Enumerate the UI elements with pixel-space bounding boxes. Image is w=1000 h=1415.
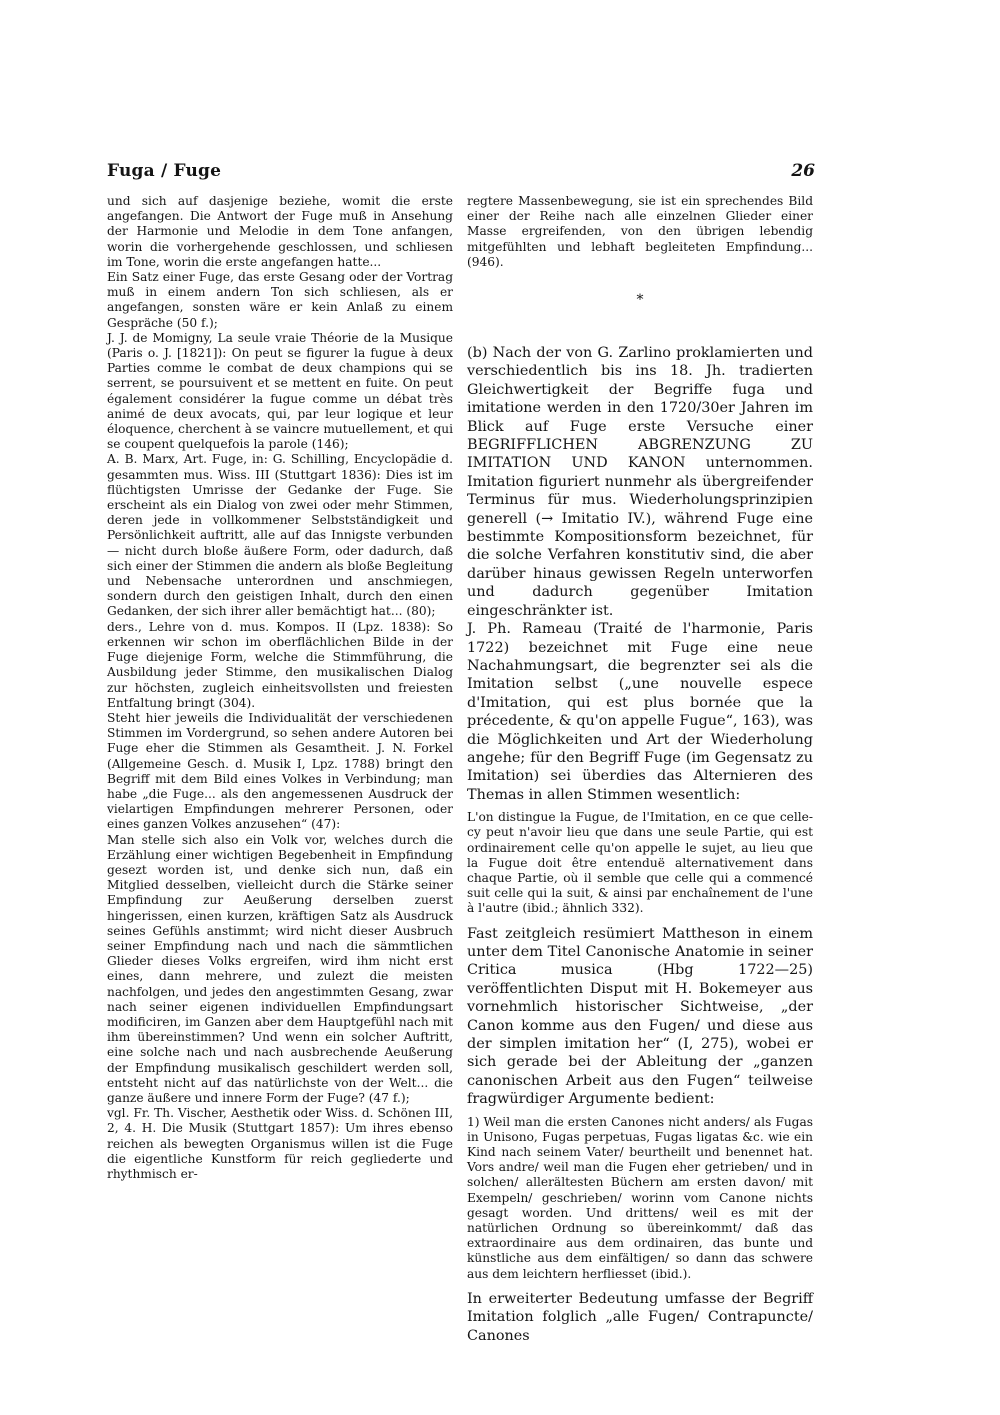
page-header — [107, 161, 815, 185]
citation-paragraph: ders., Lehre von d. mus. Kompos. II (Lpz. 1838): So erkennen wir schon im oberflächlichen Bilde in der Fuge diejenige Form, welche die Stimmführung, die Ausbildung jeder Stimme, den musikalischen Dialog zur höchsten, zugleich einheitsvollsten und freiesten Entfaltung bringt (304). — [107, 619, 453, 710]
quote-paragraph: 1) Weil man die ersten Canones nicht anders/ als Fugas in Unisono, Fugas perpetuas, Fugas ligatas &c. wie ein Kind nach seinem Vater/ beurtheilt und benennet hat. Vors andre/ weil man die Fugen eher getrieben/ und in solchen/ allerältesten Büchern am ersten davon/ mit Exempeln/ geschrieben/ worinn vom Canone nichts gesagt worden. Und drittens/ weil es mit der natürlichen Ordnung so übereinkommt/ daß das extraordinaire aus dem ordinairen, das bunte und künstliche aus dem einfältigen/ so dann das schwere aus dem leichtern herfliesset (ibid.). — [467, 1114, 813, 1281]
body-paragraph: Steht hier jeweils die Individualität der verschiedenen Stimmen im Vordergrund, so sehen andere Autoren bei Fuge eher die Stimmen als Gesamtheit. J. N. Forkel (Allgemeine Gesch. d. Musik I, Lpz. 1788) bringt den Begriff mit dem Bild eines Volkes in Verbindung; man habe „die Fuge... als den angemessenen Ausdruck der vielartigen Empfindungen mehrerer Personen, oder eines ganzen Volkes anzusehen“ (47): — [107, 710, 453, 832]
left-column — [107, 194, 453, 1182]
body-paragraph: (b) Nach der von G. Zarlino proklamierten und verschiedentlich bis ins 18. Jh. tradierten Gleichwertigkeit der Begriffe fuga und imitatione werden in den 1720/30er Jahren im Blick auf Fuge erste Versuche einer BEGRIFFLICHEN ABGRENZUNG ZU IMITATION UND KANON unternommen. Imitation figuriert nunmehr als übergreifender Terminus für mus. Wiederholungsprinzipien generell (→ Imitatio IV.), während Fuge eine bestimmte Kompositionsform bezeichnet, für die solche Verfahren konstitutiv sind, die aber darüber hinaus gewissen Regeln unterworfen und dadurch gegenüber Imitation eingeschränkter ist. — [467, 345, 813, 619]
body-paragraph: J. Ph. Rameau (Traité de l'harmonie, Paris 1722) bezeichnet mit Fuge eine neue Nachahmungsart, die begrenzter sei als die Imitation selbst („une nouvelle espece d'Imitation, qui est plus bornée que la précedente, & qu'on appelle Fugue“, 163), was die Möglichkeiten und Art der Wiederholung angehe; für den Begriff Fuge (im Gegensatz zu Imitation) sei überdies das Alternieren des Themas in allen Stimmen wesentlich: — [467, 621, 813, 803]
citation-paragraph: J. J. de Momigny, La seule vraie Théorie de la Musique (Paris o. J. [1821]): On peut se figurer la fugue à deux Parties comme le combat de deux champions qui se serrent, se poursuivent et se mettent en fuite. On peut également considérer la fugue comme un débat très animé de deux avocats, qui, par leur logique et leur éloquence, cherchent à se vaincre mutuellement, et qui se coupent quelquefois la parole (146); — [107, 330, 453, 452]
citation-paragraph: Ein Satz einer Fuge, das erste Gesang oder der Vortrag muß in einem andern Ton sich schliesen, als er angefangen, sonsten wäre er kein Anlaß zu einem Gespräche (50 f.); — [107, 270, 453, 330]
body-paragraph: Fast zeitgleich resümiert Mattheson in einem unter dem Titel Canonische Anatomie in seiner Critica musica (Hbg 1722—25) veröffentlichten Disput mit H. Bokemeyer aus vornehmlich historischer Sichtweise, „der Canon komme aus den Fugen/ und diese aus der simplen imitation her“ (I, 275), wobei er sich gerade bei der Ableitung der „ganzen canonischen Arbeit aus den Fugen“ teilweise fragwürdiger Argumente bedient: — [467, 925, 813, 1108]
citation-paragraph: regtere Massenbewegung, sie ist ein sprechendes Bild einer der Reihe nach alle einzelnen Glieder einer Masse ergreifenden, von den übrigen lebendig mitgefühlten und lebhaft begleiteten Empfindung... (946). — [467, 194, 813, 269]
right-column — [467, 194, 813, 1345]
quote-paragraph: Man stelle sich also ein Volk vor, welches durch die Erzählung einer wichtigen Begebenheit in Empfindung gesezt worden ist, und denke sich nun, daß ein Mitglied desselben, vielleicht durch die Stärke seiner Empfindung zur Aeußerung derselben zuerst hingerissen, einen kurzen, kräftigen Satz als Ausdruck seines Gefühls anstimmt; wird nicht dieser Ausbruch seiner Empfindung nach und nach die sämmtlichen Glieder dieses Volks ergreifen, wird ihm nicht erst eines, dann mehrere, und zulezt die meisten nachfolgen, und jedes den angestimmten Gesang, zwar nach seiner eigenen individuellen Empfindungsart modificiren, im Ganzen aber dem Hauptgefühl nach mit ihm übereinstimmen? Und wenn ein solcher Auftritt, eine solche nach und nach ausbrechende Aeußerung der Empfindung musikalisch geschildert werden soll, entsteht nicht auf das natürlichste von der Welt... die ganze äußere und innere Form der Fuge? (47 f.); — [107, 832, 453, 1105]
body-paragraph: In erweiterter Bedeutung umfasse der Begriff Imitation folglich „alle Fugen/ Contrapuncte/ Canones — [467, 1290, 813, 1344]
running-title: Fuga / Fuge — [107, 161, 222, 181]
citation-paragraph: A. B. Marx, Art. Fuge, in: G. Schilling, Encyclopädie d. gesammten mus. Wiss. III (Stuttgart 1836): Dies ist im flüchtigsten Umrisse der Gedanke der Fuge. Sie erscheint als ein Dialog von zwei oder mehr Stimmen, deren jede in vollkommener Selbstständigkeit und Persönlichkeit auftritt, alle auf das Innigste verbunden — nicht durch bloße äußere Form, oder dadurch, daß sich einer der Stimmen die andern als bloße Begleitung und Nebensache unterordnen und anschmiegen, sondern durch den geistigen Inhalt, durch den einen Gedanken, der sich ihrer aller bemächtigt hat... (80); — [107, 452, 453, 619]
citation-paragraph: vgl. Fr. Th. Vischer, Aesthetik oder Wiss. d. Schönen III, 2, 4. H. Die Musik (Stuttgart 1857): Um ihres ebenso reichen als bewegten Organismus willen ist die Fuge die eigentliche Kunstform für reich gegliederte und rhythmisch er- — [107, 1106, 453, 1181]
citation-paragraph: und sich auf dasjenige beziehe, womit die erste angefangen. Die Antwort der Fuge muß in Ansehung der Harmonie und Melodie in dem Tone anfangen, worin die vorhergehende geschlossen, und schliesen im Tone, worin die erste angefangen hatte... — [107, 194, 453, 269]
page-number: 26 — [791, 161, 815, 181]
section-separator: * — [636, 292, 644, 309]
quote-paragraph: L'on distingue la Fugue, de l'Imitation, en ce que celle-cy peut n'avoir lieu que dans une seule Partie, qui est ordinairement celle qu'on appelle le sujet, au lieu que la Fugue doit être entenduë alternativement dans chaque Partie, où il semble que celle qui a commencé suit celle qui la suit, & ainsi par enchaînement de l'une à l'autre (ibid.; ähnlich 332). — [467, 810, 813, 916]
